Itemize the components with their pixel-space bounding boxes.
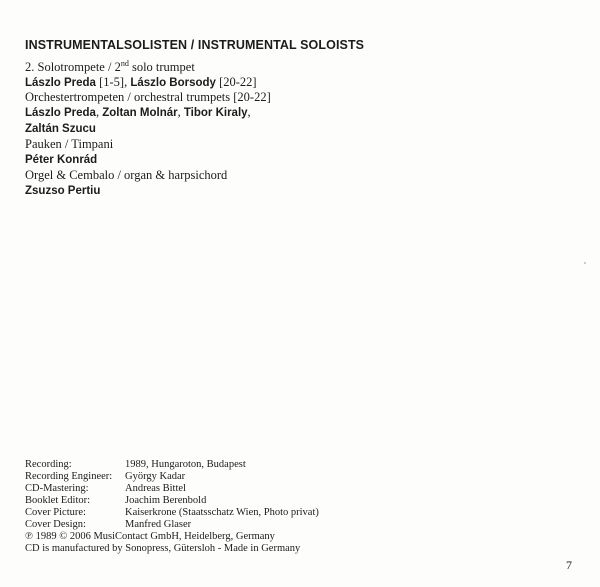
- credit-label: Cover Picture:: [25, 507, 86, 518]
- performer-name: Zoltan Molnár: [102, 107, 178, 119]
- separator: ,: [247, 105, 251, 119]
- performer-name: Zsuzso Pertiu: [25, 185, 101, 197]
- performer-name: Tibor Kiraly: [183, 107, 248, 119]
- performer-name: Lászlo Borsody: [130, 77, 216, 89]
- role-organ: Orgel & Cembalo / organ & harpsichord: [25, 168, 228, 182]
- performer-line: [25, 152, 345, 168]
- copyright-line: ℗ 1989 © 2006 MusiContact GmbH, Heidelberg, Germany: [25, 531, 275, 542]
- credit-value: György Kadar: [125, 471, 186, 482]
- track-range: [1-5],: [95, 75, 131, 89]
- performer-name: Zaltán Szucu: [25, 123, 96, 135]
- role-text: 2. Solotrompete / 2: [25, 60, 121, 74]
- credit-value: Andreas Bittel: [125, 483, 186, 494]
- section-heading: INSTRUMENTALSOLISTEN / INSTRUMENTAL SOLOISTS: [25, 38, 365, 52]
- role-solo-trumpet: [25, 60, 345, 75]
- credit-label: Recording:: [25, 459, 72, 470]
- role-text-rest: solo trumpet: [128, 60, 195, 74]
- organ-section: [25, 168, 345, 199]
- scan-speck: [584, 262, 586, 264]
- production-credits: [25, 459, 319, 555]
- credit-row: [25, 459, 319, 471]
- orchestral-trumpets-section: [25, 90, 345, 137]
- solo-trumpet-section: [25, 60, 345, 91]
- separator: ,: [177, 105, 184, 119]
- performer-name: Péter Konrád: [25, 154, 98, 166]
- performer-name: Lászlo Preda: [25, 77, 96, 89]
- performer-line: [25, 105, 345, 121]
- manufacturer-line: CD is manufactured by Sonopress, Gütersloh - Made in Germany: [25, 543, 301, 554]
- credit-value: Joachim Berenbold: [125, 495, 207, 506]
- page-number: 7: [566, 558, 572, 572]
- credit-row: [25, 519, 319, 531]
- credit-row: [25, 483, 319, 495]
- credit-label: Cover Design:: [25, 519, 86, 530]
- role-orchestral-trumpets: Orchestertrompeten / orchestral trumpets [20-22]: [25, 90, 271, 104]
- separator: ,: [95, 105, 103, 119]
- ordinal-suffix: nd: [120, 58, 129, 68]
- performer-line: [25, 183, 345, 199]
- credit-value: Kaiserkrone (Staatsschatz Wien, Photo privat): [125, 507, 319, 518]
- credit-value: Manfred Glaser: [125, 519, 192, 530]
- credit-value: 1989, Hungaroton, Budapest: [125, 459, 246, 470]
- performer-line: [25, 121, 345, 137]
- credit-row: [25, 471, 319, 483]
- performer-line: [25, 75, 345, 91]
- credit-row: [25, 495, 319, 507]
- credit-label: CD-Mastering:: [25, 483, 89, 494]
- track-range: [20-22]: [215, 75, 257, 89]
- credit-label: Recording Engineer:: [25, 471, 113, 482]
- performer-name: Lászlo Preda: [25, 107, 96, 119]
- role-timpani: Pauken / Timpani: [25, 137, 114, 151]
- credit-row: [25, 507, 319, 519]
- timpani-section: [25, 137, 345, 168]
- credit-label: Booklet Editor:: [25, 495, 91, 506]
